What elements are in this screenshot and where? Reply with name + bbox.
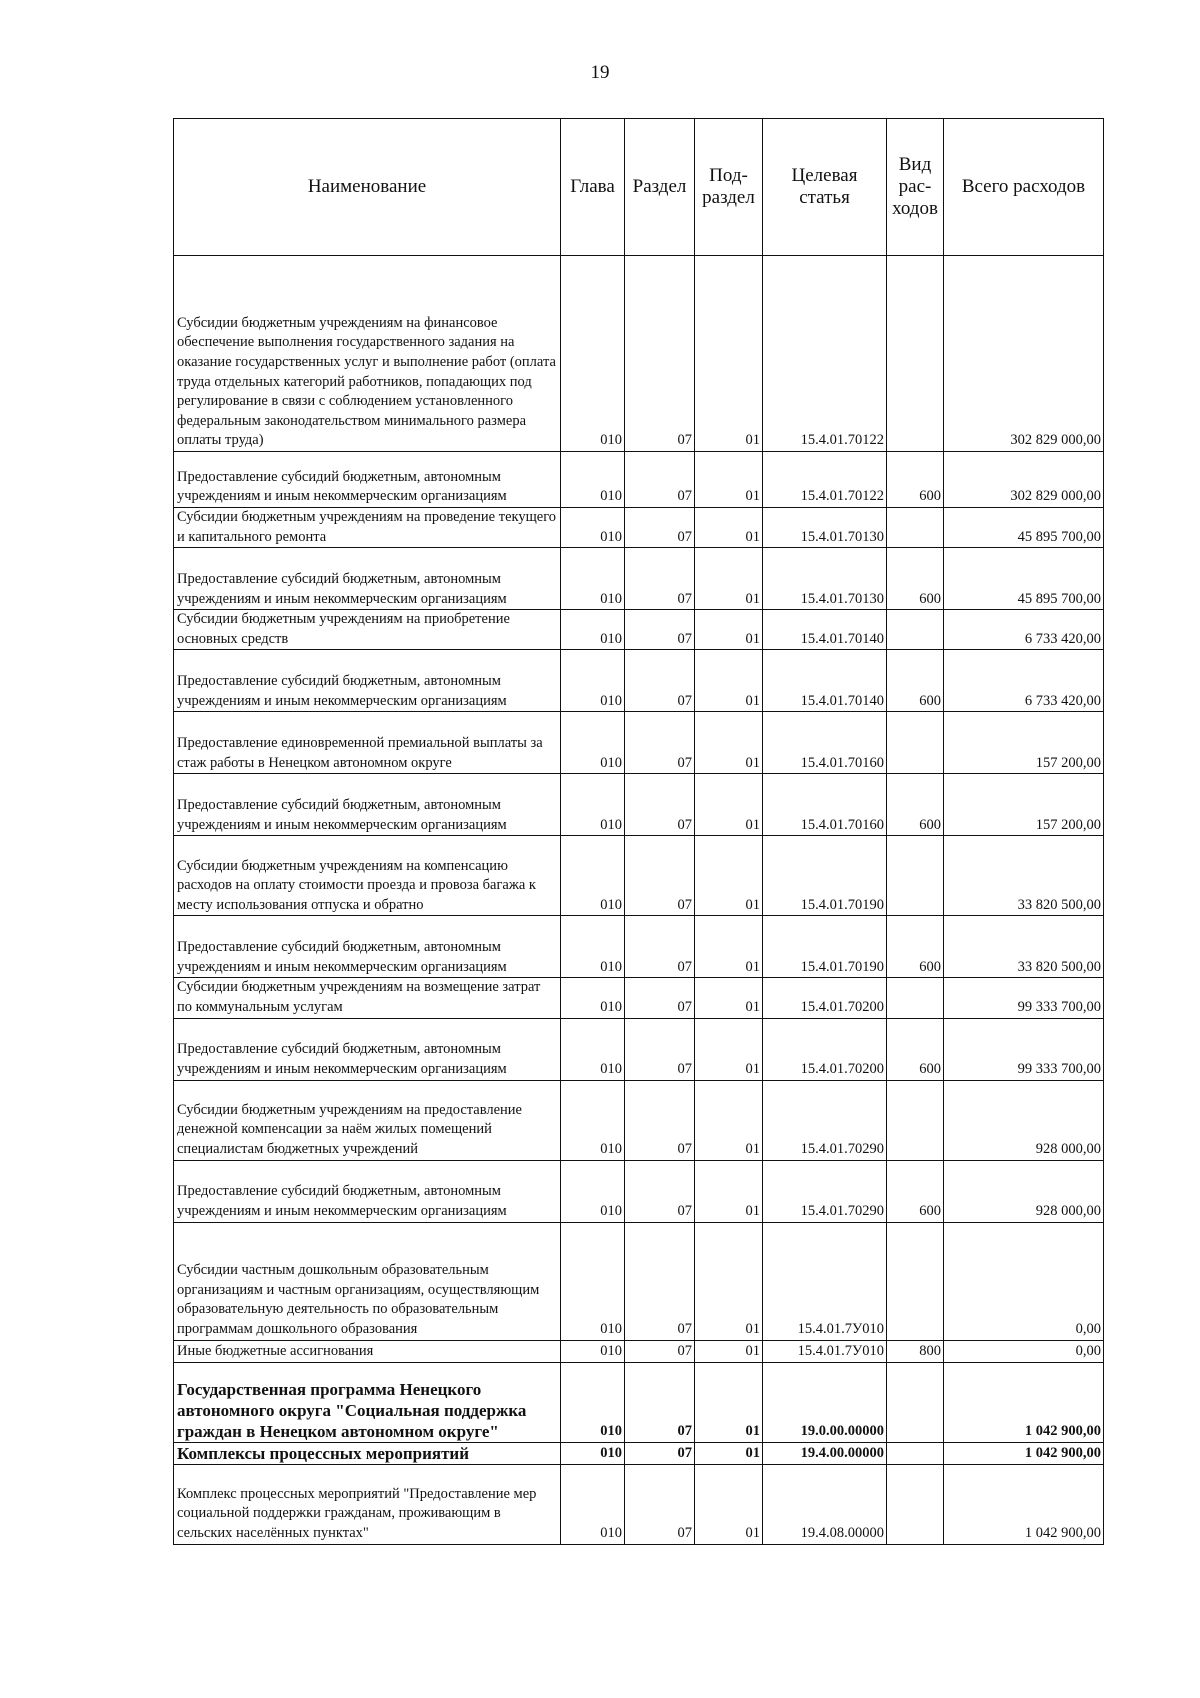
cell-article: 15.4.01.70140: [763, 610, 887, 650]
header-subsection: Под-раздел: [695, 119, 763, 256]
cell-total: 302 829 000,00: [944, 452, 1104, 508]
cell-type: [887, 1442, 944, 1464]
cell-subsection: 01: [695, 916, 763, 978]
cell-name: Предоставление субсидий бюджетным, автономным учреждениям и иным некоммерческим организациям: [174, 916, 561, 978]
cell-subsection: 01: [695, 1442, 763, 1464]
cell-total: 1 042 900,00: [944, 1464, 1104, 1544]
cell-name: Субсидии бюджетным учреждениям на приобретение основных средств: [174, 610, 561, 650]
cell-type: 800: [887, 1340, 944, 1362]
cell-name: Субсидии бюджетным учреждениям на предоставление денежной компенсации за наём жилых помещений специалистам бюджетных учреждений: [174, 1080, 561, 1160]
cell-section: 07: [625, 548, 695, 610]
cell-total: 33 820 500,00: [944, 836, 1104, 916]
cell-section: 07: [625, 650, 695, 712]
cell-chapter: 010: [561, 836, 625, 916]
cell-subsection: 01: [695, 1340, 763, 1362]
cell-name: Предоставление субсидий бюджетным, автономным учреждениям и иным некоммерческим организациям: [174, 650, 561, 712]
cell-chapter: 010: [561, 712, 625, 774]
cell-chapter: 010: [561, 650, 625, 712]
cell-subsection: 01: [695, 548, 763, 610]
cell-chapter: 010: [561, 1222, 625, 1340]
cell-chapter: 010: [561, 1442, 625, 1464]
cell-name: Государственная программа Ненецкого автономного округа "Социальная поддержка граждан в Ненецком автономном округе": [174, 1362, 561, 1442]
table-row: [174, 1160, 1104, 1222]
cell-article: 15.4.01.70122: [763, 452, 887, 508]
table-row: [174, 650, 1104, 712]
cell-type: [887, 712, 944, 774]
budget-table: [173, 118, 1104, 1545]
cell-type: [887, 836, 944, 916]
cell-article: 15.4.01.70140: [763, 650, 887, 712]
cell-name: Субсидии бюджетным учреждениям на финансовое обеспечение выполнения государственного задания на оказание государственных услуг и выполнение работ (оплата труда отдельных категорий работников, попадающих под регулирование в связи с соблюдением установленного федеральным законодательством минимального размера оплаты труда): [174, 256, 561, 452]
cell-name: Предоставление субсидий бюджетным, автономным учреждениям и иным некоммерческим организациям: [174, 1018, 561, 1080]
cell-subsection: 01: [695, 1362, 763, 1442]
cell-name: Предоставление субсидий бюджетным, автономным учреждениям и иным некоммерческим организациям: [174, 452, 561, 508]
cell-subsection: 01: [695, 1080, 763, 1160]
cell-chapter: 010: [561, 774, 625, 836]
cell-subsection: 01: [695, 610, 763, 650]
cell-type: 600: [887, 1160, 944, 1222]
cell-type: 600: [887, 1018, 944, 1080]
cell-name: Предоставление субсидий бюджетным, автономным учреждениям и иным некоммерческим организациям: [174, 1160, 561, 1222]
cell-article: 15.4.01.70200: [763, 978, 887, 1018]
cell-article: 15.4.01.70290: [763, 1160, 887, 1222]
cell-type: [887, 978, 944, 1018]
table-row: [174, 1222, 1104, 1340]
cell-total: 0,00: [944, 1340, 1104, 1362]
cell-total: 157 200,00: [944, 712, 1104, 774]
cell-total: 45 895 700,00: [944, 548, 1104, 610]
cell-article: 15.4.01.70122: [763, 256, 887, 452]
cell-chapter: 010: [561, 256, 625, 452]
cell-type: 600: [887, 916, 944, 978]
cell-name: Комплексы процессных мероприятий: [174, 1442, 561, 1464]
header-target-article: Целевая статья: [763, 119, 887, 256]
cell-type: [887, 256, 944, 452]
cell-article: 19.4.08.00000: [763, 1464, 887, 1544]
table-row: [174, 1464, 1104, 1544]
cell-subsection: 01: [695, 1222, 763, 1340]
cell-section: 07: [625, 1464, 695, 1544]
cell-name: Иные бюджетные ассигнования: [174, 1340, 561, 1362]
cell-subsection: 01: [695, 1464, 763, 1544]
cell-type: [887, 1080, 944, 1160]
cell-type: 600: [887, 548, 944, 610]
cell-article: 15.4.01.70130: [763, 508, 887, 548]
cell-section: 07: [625, 712, 695, 774]
cell-article: 15.4.01.70190: [763, 836, 887, 916]
header-expense-type: Вид рас-ходов: [887, 119, 944, 256]
cell-subsection: 01: [695, 256, 763, 452]
cell-type: [887, 1464, 944, 1544]
cell-type: [887, 610, 944, 650]
cell-section: 07: [625, 452, 695, 508]
cell-subsection: 01: [695, 712, 763, 774]
cell-chapter: 010: [561, 1340, 625, 1362]
cell-subsection: 01: [695, 650, 763, 712]
page-number: 19: [590, 62, 610, 83]
cell-name: Субсидии бюджетным учреждениям на компенсацию расходов на оплату стоимости проезда и провоза багажа к месту использования отпуска и обратно: [174, 836, 561, 916]
cell-section: 07: [625, 1018, 695, 1080]
table-row: [174, 1340, 1104, 1362]
cell-section: 07: [625, 978, 695, 1018]
cell-chapter: 010: [561, 1362, 625, 1442]
cell-subsection: 01: [695, 836, 763, 916]
cell-article: 15.4.01.70130: [763, 548, 887, 610]
cell-subsection: 01: [695, 508, 763, 548]
table-row: [174, 1362, 1104, 1442]
cell-chapter: 010: [561, 548, 625, 610]
cell-article: 15.4.01.7У010: [763, 1222, 887, 1340]
cell-total: 99 333 700,00: [944, 978, 1104, 1018]
cell-name: Субсидии бюджетным учреждениям на возмещение затрат по коммунальным услугам: [174, 978, 561, 1018]
cell-section: 07: [625, 1340, 695, 1362]
table-row: [174, 508, 1104, 548]
table-row: [174, 916, 1104, 978]
cell-section: 07: [625, 508, 695, 548]
cell-section: 07: [625, 916, 695, 978]
cell-name: Предоставление субсидий бюджетным, автономным учреждениям и иным некоммерческим организациям: [174, 774, 561, 836]
cell-section: 07: [625, 836, 695, 916]
cell-subsection: 01: [695, 452, 763, 508]
cell-article: 19.0.00.00000: [763, 1362, 887, 1442]
cell-chapter: 010: [561, 508, 625, 548]
cell-section: 07: [625, 1362, 695, 1442]
cell-section: 07: [625, 1080, 695, 1160]
header-section: Раздел: [625, 119, 695, 256]
cell-name: Комплекс процессных мероприятий "Предоставление мер социальной поддержки гражданам, проживающим в сельских населённых пунктах": [174, 1464, 561, 1544]
cell-article: 15.4.01.70290: [763, 1080, 887, 1160]
cell-chapter: 010: [561, 1018, 625, 1080]
cell-type: [887, 1222, 944, 1340]
cell-section: 07: [625, 1160, 695, 1222]
cell-type: 600: [887, 774, 944, 836]
cell-total: 45 895 700,00: [944, 508, 1104, 548]
cell-total: 1 042 900,00: [944, 1442, 1104, 1464]
cell-chapter: 010: [561, 916, 625, 978]
cell-section: 07: [625, 610, 695, 650]
cell-name: Субсидии частным дошкольным образовательным организациям и частным организациям, осуществляющим образовательную деятельность по образовательным программам дошкольного образования: [174, 1222, 561, 1340]
cell-article: 15.4.01.70160: [763, 774, 887, 836]
cell-article: 15.4.01.70160: [763, 712, 887, 774]
cell-total: 157 200,00: [944, 774, 1104, 836]
table-row: [174, 452, 1104, 508]
cell-subsection: 01: [695, 1160, 763, 1222]
header-row: [174, 119, 1104, 256]
cell-total: 6 733 420,00: [944, 610, 1104, 650]
cell-total: 928 000,00: [944, 1160, 1104, 1222]
header-chapter: Глава: [561, 119, 625, 256]
cell-type: [887, 1362, 944, 1442]
table-row: [174, 610, 1104, 650]
table-row: [174, 1018, 1104, 1080]
table-row: [174, 1442, 1104, 1464]
cell-total: 302 829 000,00: [944, 256, 1104, 452]
cell-type: 600: [887, 650, 944, 712]
table-row: [174, 256, 1104, 452]
cell-total: 0,00: [944, 1222, 1104, 1340]
table-row: [174, 1080, 1104, 1160]
cell-name: Предоставление единовременной премиальной выплаты за стаж работы в Ненецком автономном округе: [174, 712, 561, 774]
table-row: [174, 978, 1104, 1018]
cell-section: 07: [625, 774, 695, 836]
cell-total: 99 333 700,00: [944, 1018, 1104, 1080]
cell-chapter: 010: [561, 610, 625, 650]
cell-total: 6 733 420,00: [944, 650, 1104, 712]
table-body: [174, 256, 1104, 1545]
cell-article: 15.4.01.70200: [763, 1018, 887, 1080]
cell-name: Предоставление субсидий бюджетным, автономным учреждениям и иным некоммерческим организациям: [174, 548, 561, 610]
cell-type: 600: [887, 452, 944, 508]
cell-chapter: 010: [561, 452, 625, 508]
header-total: Всего расходов: [944, 119, 1104, 256]
cell-article: 15.4.01.7У010: [763, 1340, 887, 1362]
cell-type: [887, 508, 944, 548]
cell-total: 1 042 900,00: [944, 1362, 1104, 1442]
cell-subsection: 01: [695, 978, 763, 1018]
cell-section: 07: [625, 256, 695, 452]
cell-section: 07: [625, 1222, 695, 1340]
table-row: [174, 836, 1104, 916]
cell-total: 928 000,00: [944, 1080, 1104, 1160]
cell-chapter: 010: [561, 1080, 625, 1160]
cell-total: 33 820 500,00: [944, 916, 1104, 978]
cell-article: 19.4.00.00000: [763, 1442, 887, 1464]
cell-name: Субсидии бюджетным учреждениям на проведение текущего и капитального ремонта: [174, 508, 561, 548]
table-row: [174, 774, 1104, 836]
cell-subsection: 01: [695, 774, 763, 836]
cell-chapter: 010: [561, 1464, 625, 1544]
header-name: Наименование: [174, 119, 561, 256]
table-row: [174, 548, 1104, 610]
cell-chapter: 010: [561, 1160, 625, 1222]
cell-chapter: 010: [561, 978, 625, 1018]
cell-article: 15.4.01.70190: [763, 916, 887, 978]
cell-subsection: 01: [695, 1018, 763, 1080]
cell-section: 07: [625, 1442, 695, 1464]
table-row: [174, 712, 1104, 774]
